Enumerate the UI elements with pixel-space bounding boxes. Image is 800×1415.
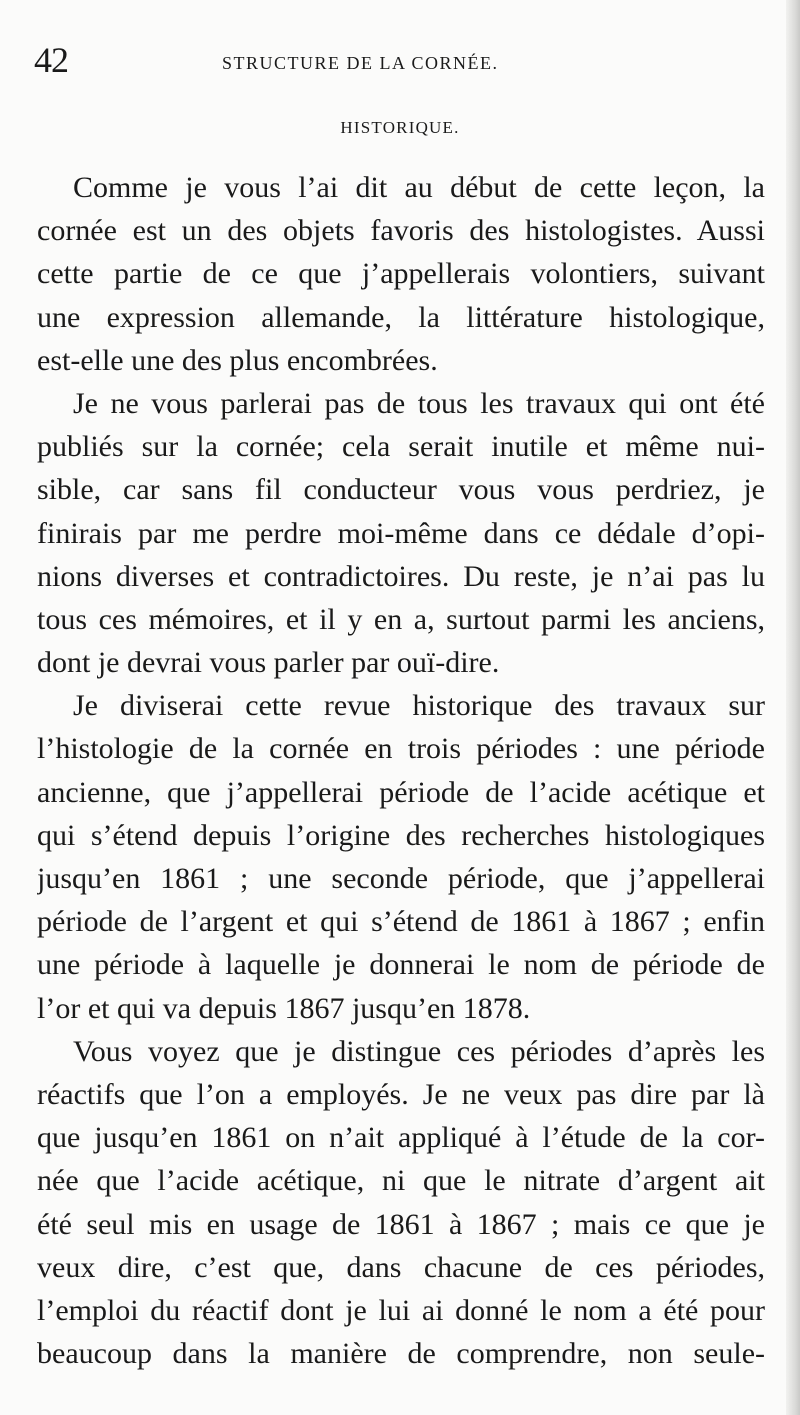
paragraph-3-line: l’or et qui va depuis 1867 jusqu’en 1878.	[37, 991, 531, 1025]
paragraph-2-line: sible, car sans fil conducteur vous vous perdriez, je	[37, 473, 765, 507]
paragraph-1-line: cornée est un des objets favoris des histologistes. Aussi	[37, 214, 765, 248]
paragraph-2-line: tous ces mémoires, et il y en a, surtout parmi les anciens,	[37, 602, 765, 636]
paragraph-4-line: que jusqu’en 1861 on n’ait appliqué à l’étude de la cor-	[37, 1121, 765, 1155]
paragraph-1-line: une expression allemande, la littérature histologique,	[37, 300, 765, 334]
paragraph-3-line: une période à laquelle je donnerai le nom de période de	[37, 948, 765, 982]
paragraph-1-line: est-elle une des plus encombrées.	[37, 343, 438, 377]
page-number: 42	[34, 40, 68, 80]
paragraph-2-line: publiés sur la cornée; cela serait inutile et même nui-	[37, 430, 765, 464]
paragraph-2-line: finirais par me perdre moi-même dans ce dédale d’opi-	[37, 516, 765, 550]
paragraph-3-line: qui s’étend depuis l’origine des recherches histologiques	[37, 818, 765, 852]
paragraph-4-line: été seul mis en usage de 1861 à 1867 ; mais ce que je	[37, 1207, 765, 1241]
running-head: STRUCTURE DE LA CORNÉE.	[222, 53, 499, 73]
page-edge-shadow	[786, 0, 800, 1415]
paragraph-3-line: jusqu’en 1861 ; une seconde période, que j’appellerai	[37, 862, 765, 895]
paragraph-2-line: Je ne vous parlerai pas de tous les travaux qui ont été	[73, 386, 765, 420]
paragraph-4-line: veux dire, c’est que, dans chacune de ces périodes,	[37, 1250, 765, 1284]
paragraph-4-line: réactifs que l’on a employés. Je ne veux pas dire par là	[37, 1077, 765, 1111]
paragraph-4-line: née que l’acide acétique, ni que le nitrate d’argent ait	[37, 1164, 765, 1198]
paragraph-3-line: l’histologie de la cornée en trois périodes : une période	[37, 732, 765, 766]
page-header	[34, 38, 774, 88]
paragraph-4-line: Vous voyez que je distingue ces périodes d’après les	[73, 1034, 765, 1068]
paragraph-1-line: Comme je vous l’ai dit au début de cette leçon, la	[73, 171, 765, 204]
paragraph-2-line: dont je devrai vous parler par ouï-dire.	[37, 646, 500, 680]
paragraph-1-line: cette partie de ce que j’appellerais volontiers, suivant	[37, 257, 765, 291]
paragraph-4-line: l’emploi du réactif dont je lui ai donné le nom a été pour	[37, 1293, 765, 1327]
paragraph-3-line: Je diviserai cette revue historique des travaux sur	[73, 689, 765, 723]
paragraph-3-line: période de l’argent et qui s’étend de 1861 à 1867 ; enfin	[37, 905, 765, 939]
section-title: HISTORIQUE.	[340, 118, 460, 137]
paragraph-2-line: nions diverses et contradictoires. Du reste, je n’ai pas lu	[37, 559, 765, 593]
paragraph-3-line: ancienne, que j’appellerai période de l’acide acétique et	[37, 775, 765, 809]
body-text	[37, 166, 765, 1375]
paragraph-4-line: beaucoup dans la manière de comprendre, non seule-	[37, 1337, 765, 1371]
